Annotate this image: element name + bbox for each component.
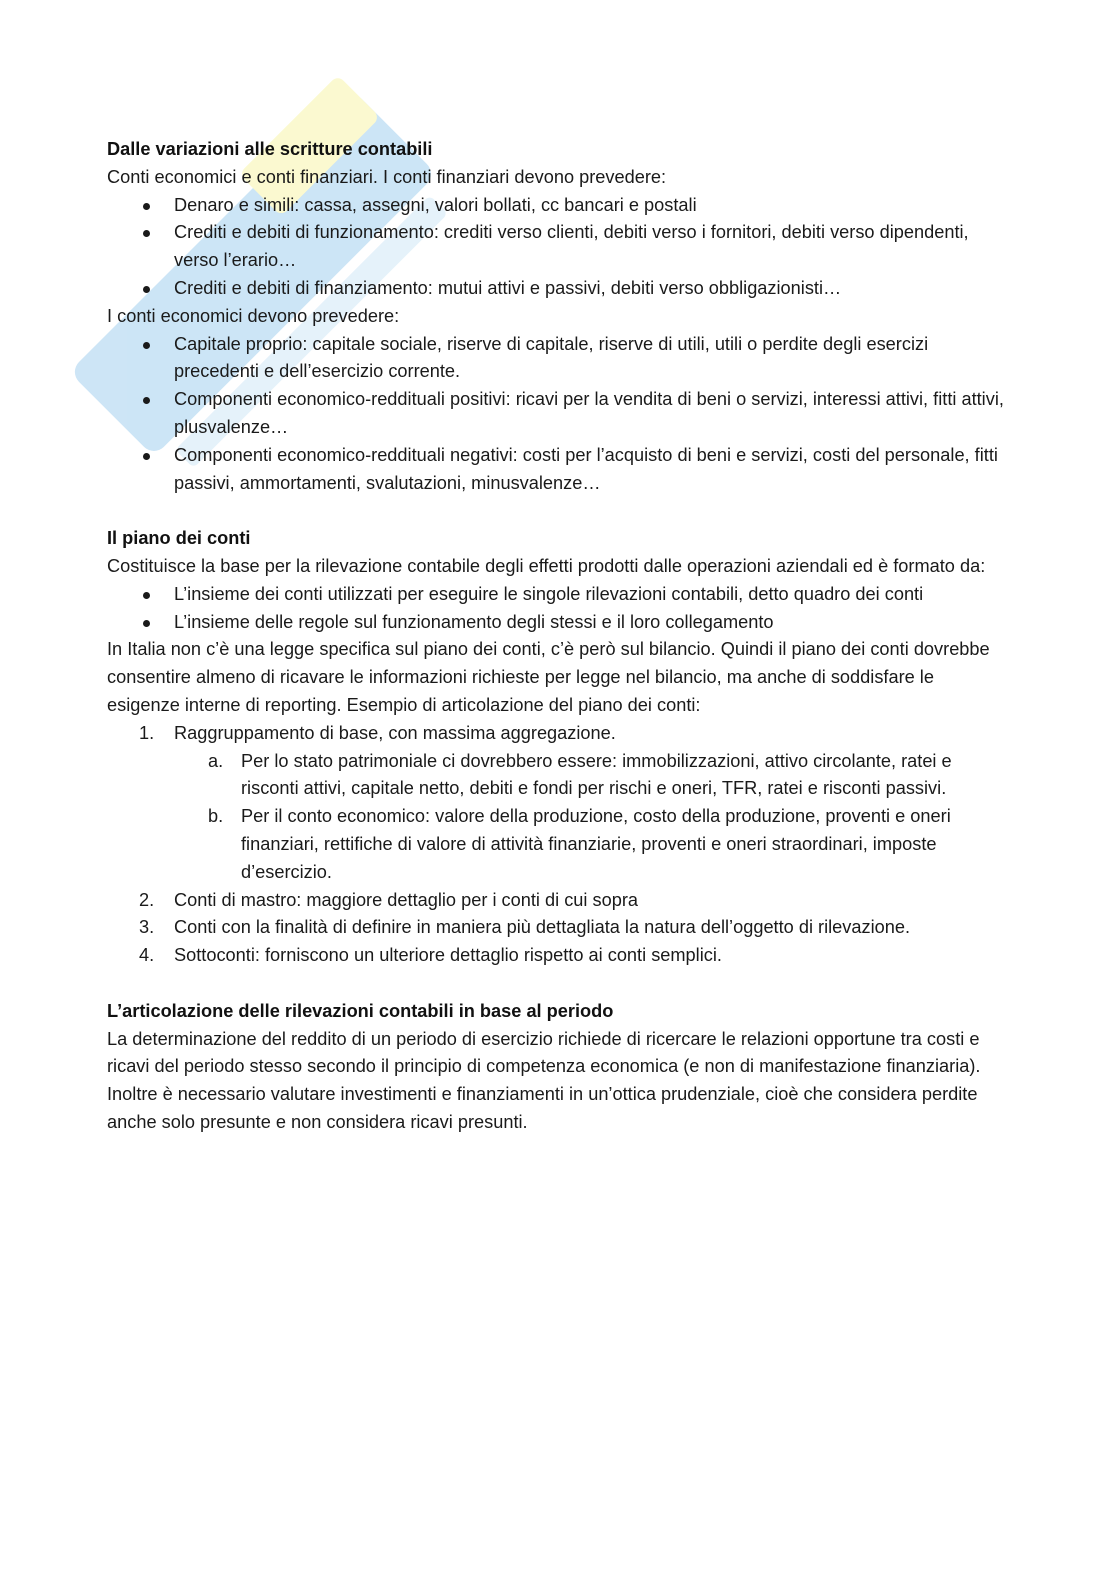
bullet-list: [107, 331, 1007, 498]
document-page: [107, 136, 1007, 1137]
list-item: Capitale proprio: capitale sociale, riserve di capitale, riserve di utili, utili o perdite degli esercizi precedenti e dell’esercizio corrente.: [107, 331, 1007, 387]
item-letter: b.: [208, 806, 224, 827]
item-text: Sottoconti: forniscono un ulteriore dettaglio rispetto ai conti semplici.: [174, 945, 722, 966]
numbered-item: [107, 720, 1007, 887]
paragraph: La determinazione del reddito di un periodo di esercizio richiede di ricercare le relazioni opportune tra costi e ricavi del periodo stesso secondo il principio di competenza economica (e non di manifestazione finanziaria). Inoltre è necessario valutare investimenti e finanziamenti in un’ottica prudenziale, cioè che considera perdite anche solo presunte e non considera ricavi presunti.: [107, 1028, 981, 1132]
numbered-item: [107, 914, 1007, 942]
paragraph: Conti economici e conti finanziari. I conti finanziari devono prevedere:: [107, 166, 667, 187]
lettered-item: [174, 803, 1007, 886]
bullet-list: [107, 581, 1007, 637]
numbered-item: [107, 942, 1007, 970]
item-text: Per lo stato patrimoniale ci dovrebbero essere: immobilizzazioni, attivo circolante, ratei e risconti attivi, capitale netto, debiti e fondi per rischi e oneri, TFR, ratei e risconti passivi.: [241, 750, 952, 799]
numbered-list: [107, 720, 1007, 970]
item-number: 2.: [139, 889, 155, 910]
paragraph: In Italia non c’è una legge specifica sul piano dei conti, c’è però sul bilancio. Quindi il piano dei conti dovrebbe consentire almeno di ricavare le informazioni richieste per legge nel bilancio, ma anche di soddisfare le esigenze interne di reporting. Esempio di articolazione del piano dei conti:: [107, 639, 990, 715]
lettered-list: [174, 748, 1007, 887]
item-text: Conti di mastro: maggiore dettaglio per i conti di cui sopra: [174, 889, 639, 910]
numbered-item: [107, 887, 1007, 915]
section-heading: Il piano dei conti: [107, 528, 251, 549]
item-text: Conti con la finalità di definire in maniera più dettagliata la natura dell’oggetto di rilevazione.: [174, 917, 911, 938]
list-item: Componenti economico-reddituali negativi: costi per l’acquisto di beni e servizi, costi del personale, fitti passivi, ammortamenti, svalutazioni, minusvalenze…: [107, 442, 1007, 498]
section-heading: Dalle variazioni alle scritture contabili: [107, 139, 433, 159]
paragraph: Costituisce la base per la rilevazione contabile degli effetti prodotti dalle operazioni aziendali ed è formato da:: [107, 555, 986, 576]
paragraph: I conti economici devono prevedere:: [107, 305, 400, 326]
item-number: 3.: [139, 917, 155, 938]
item-letter: a.: [208, 750, 224, 771]
lettered-item: [174, 748, 1007, 804]
list-item: L’insieme delle regole sul funzionamento degli stessi e il loro collegamento: [107, 609, 1007, 637]
item-number: 1.: [139, 722, 155, 743]
item-number: 4.: [139, 945, 155, 966]
list-item: Denaro e simili: cassa, assegni, valori bollati, cc bancari e postali: [107, 192, 1007, 220]
bullet-list: [107, 192, 1007, 303]
item-text: Per il conto economico: valore della produzione, costo della produzione, proventi e oneri finanziari, rettifiche di valore di attività finanziarie, proventi e oneri straordinari, imposte d’esercizio.: [241, 806, 951, 882]
list-item: L’insieme dei conti utilizzati per eseguire le singole rilevazioni contabili, detto quadro dei conti: [107, 581, 1007, 609]
section-heading: L’articolazione delle rilevazioni contabili in base al periodo: [107, 1000, 614, 1021]
list-item: Componenti economico-reddituali positivi: ricavi per la vendita di beni o servizi, interessi attivi, fitti attivi, plusvalenze…: [107, 386, 1007, 442]
list-item: Crediti e debiti di finanziamento: mutui attivi e passivi, debiti verso obbligazionisti…: [107, 275, 1007, 303]
item-text: Raggruppamento di base, con massima aggregazione.: [174, 722, 616, 743]
list-item: Crediti e debiti di funzionamento: crediti verso clienti, debiti verso i fornitori, debiti verso dipendenti, verso l’erario…: [107, 219, 1007, 275]
